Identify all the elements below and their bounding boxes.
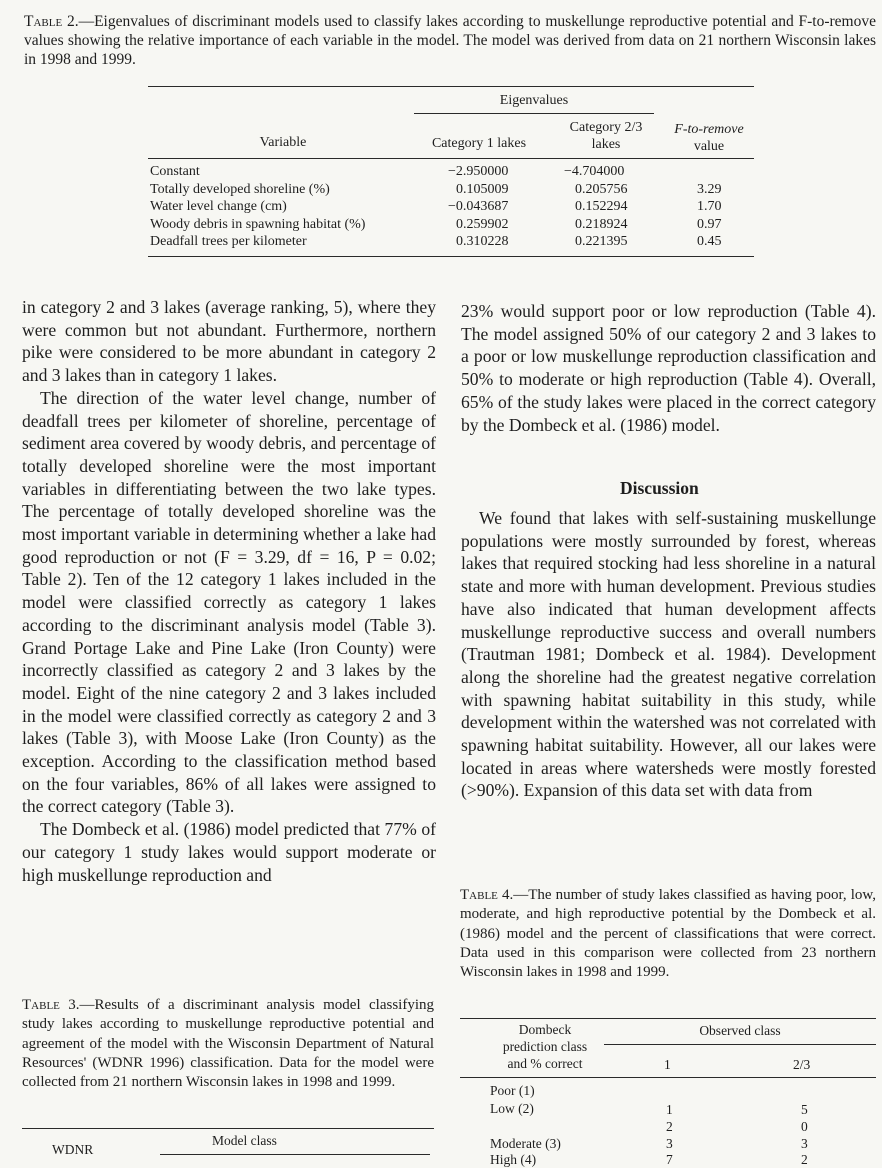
table4-cell-c1: 2	[666, 1119, 673, 1134]
table4-col-23: 2/3	[793, 1057, 811, 1072]
table2-top-rule	[148, 86, 754, 87]
table2-cell-cat23: −4.704000	[564, 164, 625, 179]
table4-cell-c1: 7	[666, 1152, 673, 1167]
table2-group-header: Eigenvalues	[499, 93, 569, 108]
table4-cell-c1: 1	[666, 1102, 673, 1117]
table2-caption	[24, 12, 876, 69]
table2-cell-cat1: −0.043687	[448, 199, 509, 214]
table2-col-variable: Variable	[259, 135, 307, 150]
table4-cell-label: Moderate (3)	[490, 1136, 561, 1151]
table2-cell-variable: Deadfall trees per kilometer	[150, 234, 307, 249]
table2-cell-cat23: 0.218924	[575, 217, 628, 232]
table4-top-rule	[460, 1018, 876, 1019]
table2-header-rule	[148, 158, 754, 159]
table3-col-wdnr: WDNR	[52, 1142, 94, 1157]
table2-cell-cat1: 0.259902	[456, 217, 509, 232]
left-paragraph-3: The Dombeck et al. (1986) model predicted that 77% of our category 1 study lakes would support moderate or high muskellunge reproduction and	[22, 819, 436, 885]
right-paragraph-2: We found that lakes with self-sustaining muskellunge populations were mostly surrounded by forest, whereas lakes that required stocking had less shoreline in a natural state and more with human development. Previous studies have also indicated that human development affects muskellunge reproductive success and overall numbers (Trautman 1981; Dombeck et al. 1984). Development along the shoreline had the greatest negative correlation with spawning habitat suitability in this study, while development within the watershed was not correlated with spawning habitat suitability. However, all our lakes were located in areas where watersheds were mostly forested (>90%). Expansion of this data set with data from	[461, 508, 876, 801]
table2-col-cat23-line2: lakes	[591, 137, 621, 152]
table4-col-1: 1	[664, 1057, 671, 1072]
table2-cell-variable: Water level change (cm)	[150, 199, 287, 214]
table4-cell-c23: 0	[801, 1119, 808, 1134]
table3-caption-label: Table 3	[22, 997, 76, 1013]
table4-cell-label: Poor (1)	[490, 1083, 535, 1098]
table4-cell-c23: 5	[801, 1102, 808, 1117]
left-paragraph-1: in category 2 and 3 lakes (average ranking, 5), where they were common but not abundant. Furthermore, northern pike were considered to be more abundant in category 2 and 3 lakes than in category 1 lakes.	[22, 297, 436, 386]
table2-cell-f: 1.70	[697, 199, 722, 214]
table4-caption	[460, 886, 876, 982]
right-column-discussion	[461, 507, 876, 802]
table4-caption-label: Table 4	[460, 887, 510, 903]
table2-cell-cat23: 0.152294	[575, 199, 628, 214]
table2-col-cat23-line1: Category 2/3	[569, 120, 643, 135]
table2-cell-variable: Totally developed shoreline (%)	[150, 182, 330, 197]
table4-header-rule	[460, 1077, 876, 1078]
table2-caption-text: .—Eigenvalues of discriminant models used to classify lakes according to muskellunge reproductive potential and F-to-remove values showing the relative importance of each variable in the model. The model was derived from data on 21 northern Wisconsin lakes in 1998 and 1999.	[24, 13, 876, 68]
table2-cell-cat1: 0.105009	[456, 182, 509, 197]
left-paragraph-2: The direction of the water level change, number of deadfall trees per kilometer of shoreline, percentage of sediment area covered by woody debris, and percentage of totally developed shoreline were the most important variables in differentiating between the two lake types. The percentage of totally developed shoreline was the most important variable in determining whether a lake had good reproduction or not (F = 3.29, df = 16, P = 0.02; Table 2). Ten of the 12 category 1 lakes included in the model were classified correctly as category 1 lakes according to the discriminant analysis model (Table 3). Grand Portage Lake and Pine Lake (Iron County) were incorrectly classified as category 2 and 3 lakes by the model. Eight of the nine category 2 and 3 lakes included in the model were classified correctly as category 2 and 3 lakes (Table 3), with Moose Lake (Iron County) as the exception. According to the classification method based on the four variables, 86% of all lakes were assigned to the correct category (Table 3).	[22, 387, 436, 817]
table2-cell-cat1: −2.950000	[448, 164, 509, 179]
table4-group-rule	[604, 1044, 876, 1045]
table2-col-f-line2: value	[693, 139, 725, 154]
table2-col-cat1: Category 1 lakes	[431, 136, 527, 151]
table4-cell-c1: 3	[666, 1136, 673, 1151]
table2-cell-cat1: 0.310228	[456, 234, 509, 249]
table3-top-rule	[22, 1128, 434, 1129]
table2-cell-variable: Constant	[150, 164, 200, 179]
table2-cell-f: 3.29	[697, 182, 722, 197]
table2-col-f-line1: F-to-remove	[674, 122, 744, 137]
table4-col-dombeck-line1: Dombeck	[518, 1022, 572, 1037]
right-column-top	[461, 300, 876, 436]
table4-group-header: Observed class	[699, 1023, 781, 1038]
table2-group-rule	[414, 113, 654, 114]
table4-col-dombeck-line2: prediction class	[502, 1039, 588, 1054]
table2-bottom-rule	[148, 256, 754, 257]
table3-group-rule	[160, 1154, 430, 1155]
table4-cell-label: Low (2)	[490, 1101, 534, 1116]
table2-cell-variable: Woody debris in spawning habitat (%)	[150, 217, 366, 232]
right-paragraph-1: 23% would support poor or low reproduction (Table 4). The model assigned 50% of our category 2 and 3 lakes to a poor or low muskellunge reproduction classification and 50% to moderate or high reproduction (Table 4). Overall, 65% of the study lakes were placed in the correct category by the Dombeck et al. (1986) model.	[461, 301, 876, 435]
table4-caption-text: .—The number of study lakes classified as having poor, low, moderate, and high reproductive potential by the Dombeck et al. (1986) model and the percent of classifications that were correct. Data used in this comparison were collected from 23 northern Wisconsin lakes in 1998 and 1999.	[460, 887, 876, 981]
left-column	[22, 296, 436, 886]
table2-cell-cat23: 0.205756	[575, 182, 628, 197]
discussion-heading: Discussion	[620, 478, 699, 498]
table4-cell-c23: 3	[801, 1136, 808, 1151]
table2-caption-label: Table 2	[24, 13, 75, 30]
table3-group-header: Model class	[212, 1133, 277, 1148]
table3-caption	[22, 996, 434, 1092]
table2-cell-f: 0.45	[697, 234, 722, 249]
table2-cell-cat23: 0.221395	[575, 234, 628, 249]
table4-col-dombeck-line3: and % correct	[507, 1056, 583, 1071]
table4-cell-c23: 2	[801, 1152, 808, 1167]
table4-cell-label: High (4)	[490, 1152, 537, 1167]
table3-caption-text: .—Results of a discriminant analysis model classifying study lakes according to muskellunge reproductive potential and agreement of the model with the Wisconsin Department of Natural Resources' (WDNR 1996) classification. Data for the model were collected from 21 northern Wisconsin lakes in 1998 and 1999.	[22, 997, 434, 1091]
table2-cell-f: 0.97	[697, 217, 722, 232]
